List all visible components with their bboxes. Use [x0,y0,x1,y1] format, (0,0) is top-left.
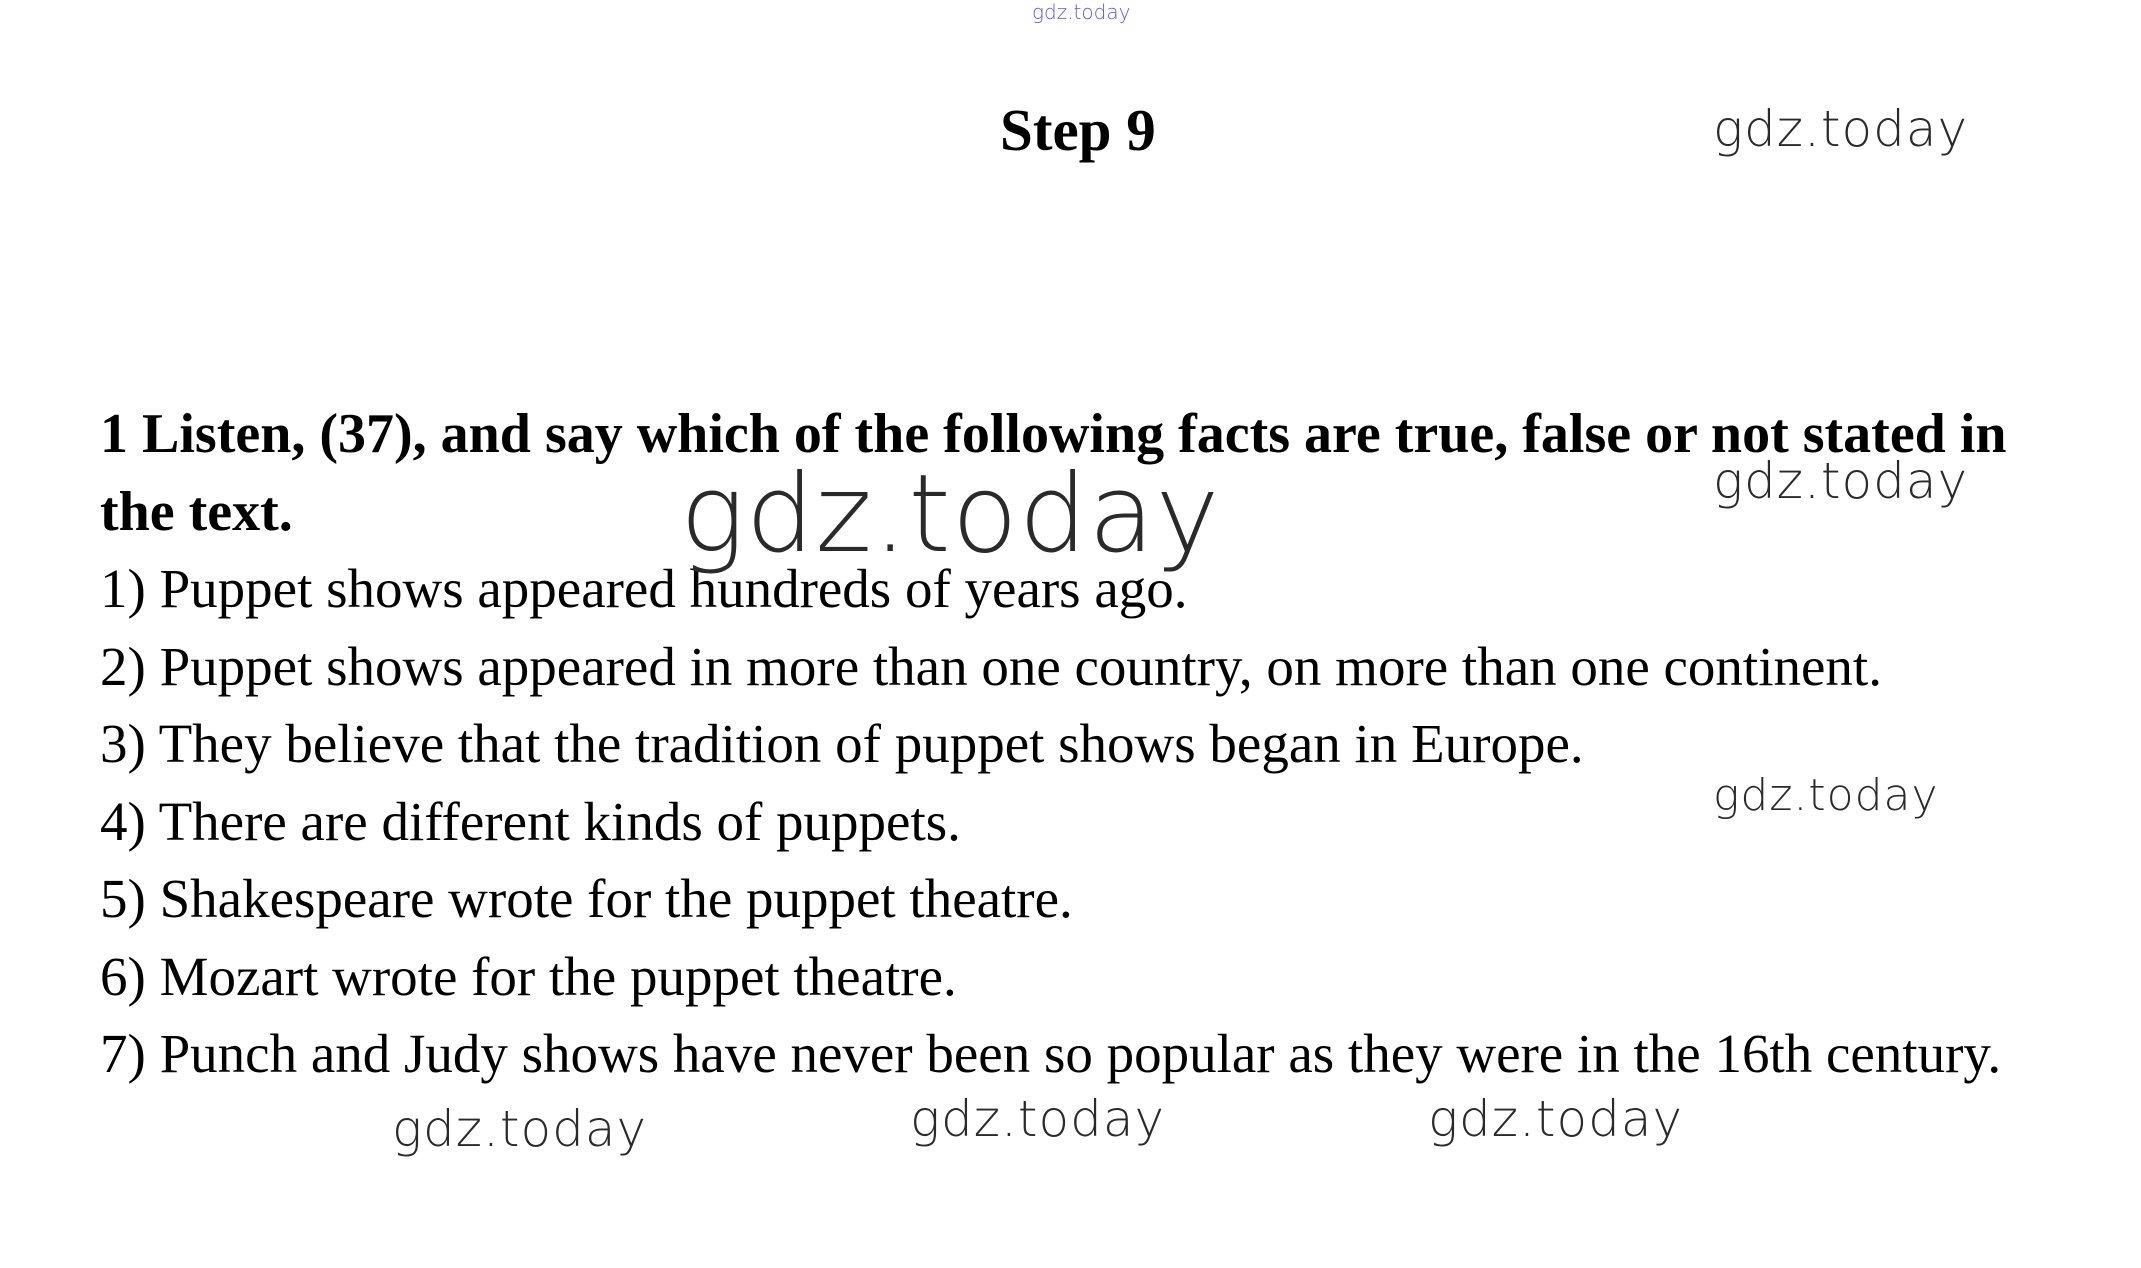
watermark-top: gdz.today [1032,0,1131,24]
statement-item: 7) Punch and Judy shows have never been so popular as they were in the 16th century. [100,1023,2002,1084]
watermark-bottom-2: gdz.today [910,1090,1166,1148]
page-title: Step 9 [1000,97,1156,163]
statement-item: 5) Shakespeare wrote for the puppet theatre. [100,868,1073,929]
statement-item: 2) Puppet shows appeared in more than one country, on more than one continent. [100,635,1882,697]
statement-item: 4) There are different kinds of puppets. [100,790,961,852]
statement-item: 1) Puppet shows appeared hundreds of years ago. [100,558,1188,619]
watermark-right-1: gdz.today [1713,100,1969,158]
watermark-bottom-1: gdz.today [392,1100,648,1158]
statement-item: 3) They believe that the tradition of puppet shows began in Europe. [100,713,1584,774]
watermark-large: gdz.today [680,452,1221,577]
watermark-right-2: gdz.today [1713,452,1969,510]
statement-list [100,550,2090,1093]
watermark-bottom-3: gdz.today [1428,1090,1684,1148]
watermark-right-3: gdz.today [1713,770,1939,821]
task-heading: 1 Listen, (37), and say which of the following facts are true, false or not stated in the text. [100,403,2007,543]
statement-item: 6) Mozart wrote for the puppet theatre. [100,945,957,1007]
